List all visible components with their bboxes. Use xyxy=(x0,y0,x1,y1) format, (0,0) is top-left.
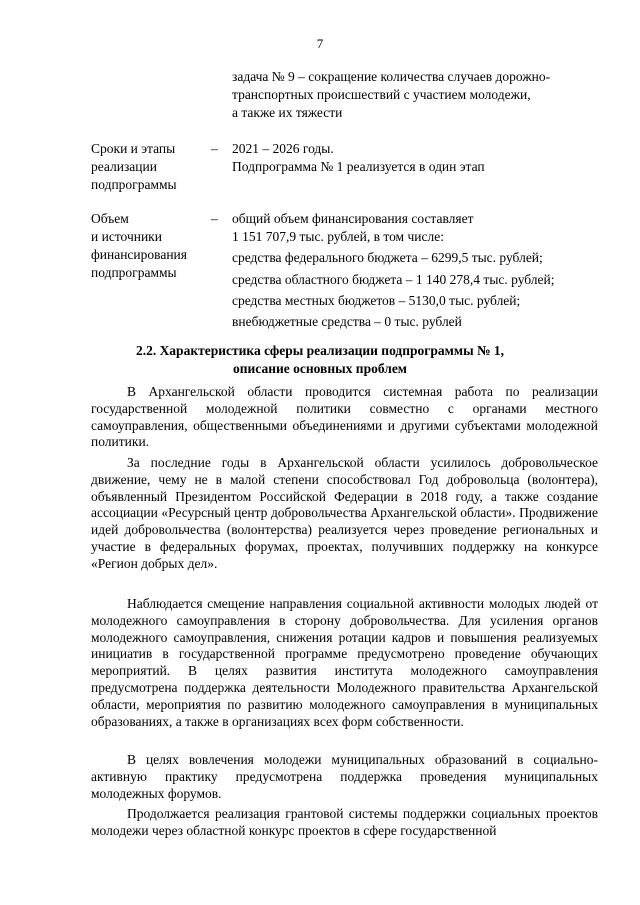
section-heading-line: 2.2. Характеристика сферы реализации подпрограммы № 1, xyxy=(135,343,505,358)
task-line: транспортных происшествий с участием молодежи, xyxy=(232,87,531,102)
terms-value-line: Подпрограмма № 1 реализуется в один этап xyxy=(232,159,485,174)
terms-dash: – xyxy=(211,141,218,156)
terms-value-line: 2021 – 2026 годы. xyxy=(232,141,334,156)
task-line: задача № 9 – сокращение количества случаев дорожно- xyxy=(232,69,551,84)
page-number: 7 xyxy=(316,36,324,51)
body-paragraph: В Архангельской области проводится системная работа по реализации государственной молодежной политики совместно с органами местного самоуправления, общественными объединениями и другими субъектами молодежной политики. xyxy=(91,384,598,450)
funding-label-line: подпрограммы xyxy=(91,265,177,280)
funding-dash: – xyxy=(211,211,218,226)
terms-label-line: Сроки и этапы xyxy=(91,141,176,156)
funding-value-line: внебюджетные средства – 0 тыс. рублей xyxy=(232,314,462,329)
task-line: а также их тяжести xyxy=(232,105,343,120)
funding-value-line: 1 151 707,9 тыс. рублей, в том числе: xyxy=(232,229,444,244)
funding-value-line: средства федерального бюджета – 6299,5 тыс. рублей; xyxy=(232,250,543,265)
body-paragraph: В целях вовлечения молодежи муниципальных образований в социально-активную практику предусмотрена поддержка проведения муниципальных молодежных форумов. xyxy=(91,752,598,801)
body-paragraph: За последние годы в Архангельской области усилилось добровольческое движение, чему не в малой степени способствовал Год добровольца (волонтера), объявленный Президентом Российской Федерации в 2018 году, а также создание ассоциации «Ресурсный центр добровольчества Архангельской области». Продвижение идей добровольчества (волонтерства) реализуется через проведение региональных и участие в федеральных форумах, проектах, получивших поддержку на конкурсе «Регион добрых дел». xyxy=(91,455,598,571)
funding-value-line: общий объем финансирования составляет xyxy=(232,211,474,226)
funding-label-line: финансирования xyxy=(91,247,187,262)
funding-label-line: и источники xyxy=(91,229,162,244)
terms-label-line: подпрограммы xyxy=(91,177,177,192)
section-heading-line: описание основных проблем xyxy=(232,361,408,376)
funding-value-line: средства областного бюджета – 1 140 278,4 тыс. рублей; xyxy=(232,272,555,287)
funding-value-line: средства местных бюджетов – 5130,0 тыс. рублей; xyxy=(232,293,521,308)
terms-label-line: реализации xyxy=(91,159,157,174)
body-paragraph: Продолжается реализация грантовой системы поддержки социальных проектов молодежи через областной конкурс проектов в сфере государственной xyxy=(91,806,598,838)
body-paragraph: Наблюдается смещение направления социальной активности молодых людей от молодежного самоуправления в сторону добровольчества. Для усиления органов молодежного самоуправления, снижения ротации кадров и повышения реализуемых инициатив в государственной программе предусмотрено проведение обучающих мероприятий. В целях развития института молодежного самоуправления предусмотрена поддержка деятельности Молодежного правительства Архангельской области, мероприятия по развитию молодежного самоуправления в муниципальных образованиях, а также в организациях всех форм собственности. xyxy=(91,596,598,729)
funding-label-line: Объем xyxy=(91,211,129,226)
